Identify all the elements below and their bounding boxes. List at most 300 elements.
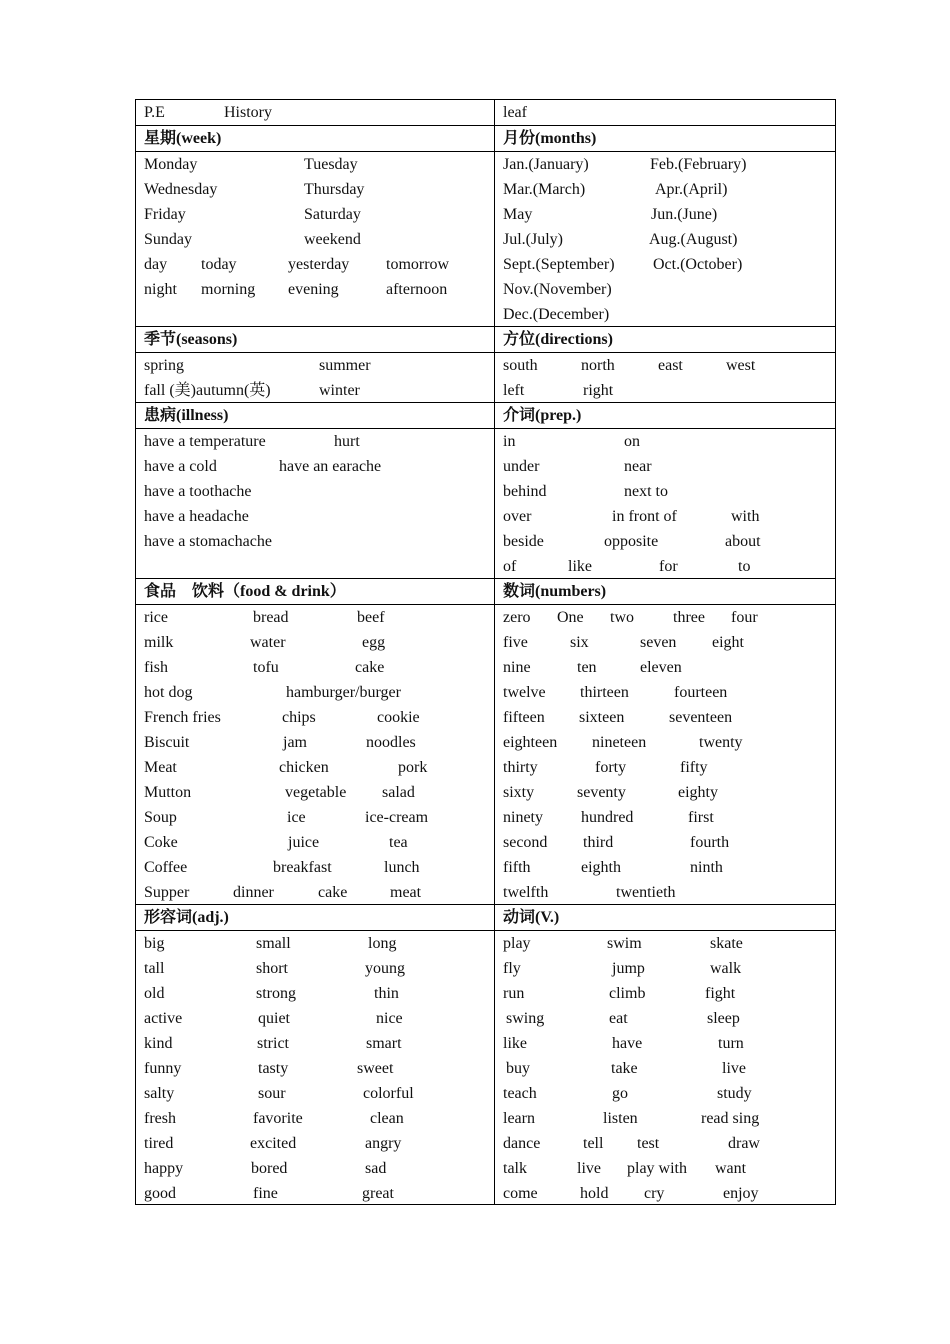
numbers-word: seven: [640, 634, 677, 651]
verb-word: fight: [705, 985, 736, 1002]
verb-word: teach: [503, 1085, 537, 1102]
adj-line: [136, 1181, 494, 1206]
illness-line: [136, 479, 494, 504]
adj-word: old: [144, 985, 165, 1002]
prep-word: over: [503, 508, 532, 525]
months-line: [495, 277, 835, 302]
adj-word: favorite: [253, 1110, 303, 1127]
verb-word: sleep: [707, 1010, 740, 1027]
prep-line: [495, 529, 835, 554]
food-word: Coffee: [144, 859, 188, 876]
week-line: [136, 302, 494, 327]
verb-word: draw: [728, 1135, 760, 1152]
seasons-line: [136, 353, 494, 378]
row-header-week-months: [136, 126, 835, 152]
directions-heading: 方位(directions): [503, 331, 613, 348]
numbers-word: sixty: [503, 784, 535, 801]
numbers-line: [495, 680, 835, 705]
food-line: [136, 780, 494, 805]
numbers-word: four: [731, 609, 758, 626]
week-word: afternoon: [386, 281, 448, 298]
illness-heading: 患病(illness): [144, 407, 229, 424]
row-header-seasons-directions: [136, 327, 835, 353]
numbers-line: [495, 805, 835, 830]
numbers-word: ten: [577, 659, 597, 676]
food-word: tea: [389, 834, 408, 851]
prep-word: opposite: [604, 533, 659, 550]
prep-word: about: [725, 533, 761, 550]
numbers-word: thirty: [503, 759, 538, 776]
illness-word: have a stomachache: [144, 533, 272, 550]
adj-word: short: [256, 960, 288, 977]
verb-line: [495, 1156, 835, 1181]
week-word: morning: [201, 281, 256, 298]
food-heading: 食品 饮料（food & drink）: [144, 583, 346, 600]
food-word: Coke: [144, 834, 178, 851]
food-word: cake: [355, 659, 385, 676]
food-word: dinner: [233, 884, 274, 901]
numbers-word: seventeen: [669, 709, 733, 726]
food-word: chicken: [279, 759, 329, 776]
cell-top-right: [495, 100, 835, 125]
food-line: [136, 730, 494, 755]
adj-word: smart: [366, 1035, 402, 1052]
verb-word: want: [715, 1160, 747, 1177]
food-word: tofu: [253, 659, 279, 676]
verb-line: [495, 956, 835, 981]
illness-word: have an earache: [279, 458, 382, 475]
numbers-word: zero: [503, 609, 531, 626]
months-word: Jan.(January): [503, 156, 589, 173]
months-line: [495, 252, 835, 277]
numbers-word: nineteen: [592, 734, 647, 751]
numbers-word: fifteen: [503, 709, 545, 726]
numbers-list: [495, 605, 835, 905]
adj-word: nice: [376, 1010, 403, 1027]
verb-word: learn: [503, 1110, 535, 1127]
adj-word: funny: [144, 1060, 182, 1077]
months-word: Nov.(November): [503, 281, 612, 298]
illness-line: [136, 504, 494, 529]
row-illness-prep: [136, 429, 835, 579]
numbers-word: third: [583, 834, 614, 851]
adj-word: tasty: [258, 1060, 289, 1077]
numbers-line: [495, 880, 835, 905]
numbers-line: [495, 630, 835, 655]
months-line: [495, 227, 835, 252]
illness-line: [136, 554, 494, 579]
seasons-word: spring: [144, 357, 184, 374]
food-line: [136, 705, 494, 730]
prep-word: of: [503, 558, 517, 575]
numbers-word: ninety: [503, 809, 543, 826]
numbers-word: thirteen: [580, 684, 629, 701]
illness-word: hurt: [334, 433, 360, 450]
verb-word: buy: [506, 1060, 530, 1077]
months-word: Apr.(April): [655, 181, 728, 198]
week-line: [136, 152, 494, 177]
seasons-word: winter: [319, 382, 360, 399]
verb-word: turn: [718, 1035, 744, 1052]
prep-line: [495, 504, 835, 529]
prep-word: with: [731, 508, 760, 525]
adj-word: fresh: [144, 1110, 176, 1127]
adj-word: strong: [256, 985, 296, 1002]
food-word: hamburger/burger: [286, 684, 401, 701]
verb-word: skate: [710, 935, 743, 952]
adj-word: clean: [370, 1110, 404, 1127]
verb-heading: 动词(V.): [503, 909, 560, 926]
food-line: [136, 805, 494, 830]
row-top: [136, 100, 835, 126]
numbers-line: [495, 655, 835, 680]
illness-word: have a cold: [144, 458, 217, 475]
food-word: Soup: [144, 809, 177, 826]
verb-word: come: [503, 1185, 538, 1202]
illness-word: have a temperature: [144, 433, 266, 450]
prep-line: [495, 554, 835, 579]
week-word: Monday: [144, 156, 198, 173]
adj-word: small: [256, 935, 291, 952]
food-word: meat: [390, 884, 422, 901]
numbers-word: twenty: [699, 734, 743, 751]
verb-line: [495, 981, 835, 1006]
numbers-heading: 数词(numbers): [503, 583, 607, 600]
adj-word: tall: [144, 960, 165, 977]
adj-word: big: [144, 935, 165, 952]
food-word: milk: [144, 634, 174, 651]
food-word: Mutton: [144, 784, 192, 801]
verb-word: test: [637, 1135, 660, 1152]
adj-word: bored: [251, 1160, 288, 1177]
adj-word: excited: [250, 1135, 297, 1152]
months-word: Mar.(March): [503, 181, 586, 198]
numbers-word: two: [610, 609, 634, 626]
verb-word: swim: [607, 935, 642, 952]
seasons-word: fall (美)autumn(英): [144, 382, 271, 399]
food-word: Meat: [144, 759, 177, 776]
adj-word: kind: [144, 1035, 173, 1052]
numbers-line: [495, 830, 835, 855]
prep-word: like: [568, 558, 592, 575]
numbers-word: six: [570, 634, 589, 651]
food-word: Biscuit: [144, 734, 190, 751]
numbers-word: twentieth: [616, 884, 676, 901]
months-word: Jun.(June): [651, 206, 718, 223]
illness-word: have a headache: [144, 508, 249, 525]
adj-line: [136, 956, 494, 981]
food-word: bread: [253, 609, 289, 626]
months-line: [495, 202, 835, 227]
directions-list: [495, 353, 835, 403]
verb-line: [495, 1006, 835, 1031]
cell-top-left: [136, 100, 494, 125]
food-word: vegetable: [285, 784, 347, 801]
food-word: lunch: [384, 859, 420, 876]
verb-word: have: [612, 1035, 643, 1052]
week-word: weekend: [304, 231, 361, 248]
prep-word: on: [624, 433, 640, 450]
verb-line: [495, 1031, 835, 1056]
food-word: chips: [282, 709, 316, 726]
numbers-word: One: [557, 609, 584, 626]
verb-line: [495, 1181, 835, 1206]
prep-heading: 介词(prep.): [503, 407, 582, 424]
row-food-numbers: [136, 605, 835, 905]
food-word: breakfast: [273, 859, 332, 876]
adj-word: thin: [374, 985, 399, 1002]
verb-word: play with: [627, 1160, 687, 1177]
numbers-word: fourteen: [674, 684, 728, 701]
numbers-word: fifth: [503, 859, 531, 876]
week-word: Wednesday: [144, 181, 218, 198]
seasons-word: summer: [319, 357, 371, 374]
week-line: [136, 202, 494, 227]
directions-word: east: [658, 357, 683, 374]
food-word: egg: [362, 634, 386, 651]
directions-word: west: [726, 357, 756, 374]
numbers-line: [495, 780, 835, 805]
food-word: pork: [398, 759, 428, 776]
numbers-word: seventy: [577, 784, 626, 801]
adj-word: sour: [258, 1085, 286, 1102]
food-line: [136, 655, 494, 680]
months-word: Jul.(July): [503, 231, 563, 248]
food-line: [136, 605, 494, 630]
numbers-word: fourth: [690, 834, 730, 851]
food-line: [136, 880, 494, 905]
verb-word: read sing: [701, 1110, 760, 1127]
food-word: ice-cream: [365, 809, 429, 826]
adj-line: [136, 1056, 494, 1081]
food-list: [136, 605, 494, 905]
numbers-word: twelfth: [503, 884, 549, 901]
verb-word: tell: [583, 1135, 604, 1152]
numbers-word: ninth: [690, 859, 723, 876]
adj-word: active: [144, 1010, 183, 1027]
adj-word: tired: [144, 1135, 174, 1152]
food-word: hot dog: [144, 684, 193, 701]
week-word: night: [144, 281, 177, 298]
months-word: Sept.(September): [503, 256, 615, 273]
adj-word: long: [368, 935, 397, 952]
illness-word: have a toothache: [144, 483, 252, 500]
months-line: [495, 177, 835, 202]
word: History: [224, 104, 272, 121]
months-word: Dec.(December): [503, 306, 610, 323]
numbers-line: [495, 605, 835, 630]
week-word: today: [201, 256, 237, 273]
verb-line: [495, 1106, 835, 1131]
prep-word: near: [624, 458, 652, 475]
prep-word: in front of: [612, 508, 677, 525]
food-word: salad: [382, 784, 415, 801]
week-heading: 星期(week): [144, 130, 222, 147]
vocabulary-table: [135, 99, 836, 1205]
numbers-line: [495, 855, 835, 880]
week-word: Saturday: [304, 206, 361, 223]
verb-word: live: [577, 1160, 601, 1177]
food-word: ice: [287, 809, 306, 826]
adj-line: [136, 1106, 494, 1131]
verb-line: [495, 931, 835, 956]
illness-line: [136, 429, 494, 454]
verb-word: walk: [710, 960, 742, 977]
food-word: beef: [357, 609, 385, 626]
row-week-months: [136, 152, 835, 327]
verb-word: enjoy: [723, 1185, 759, 1202]
directions-line: [495, 378, 835, 403]
numbers-word: fifty: [680, 759, 708, 776]
numbers-word: three: [673, 609, 705, 626]
adj-word: good: [144, 1185, 176, 1202]
numbers-word: five: [503, 634, 528, 651]
adj-word: happy: [144, 1160, 184, 1177]
row-seasons-directions: [136, 353, 835, 403]
verb-word: eat: [609, 1010, 628, 1027]
verb-word: climb: [609, 985, 646, 1002]
adj-line: [136, 931, 494, 956]
seasons-heading: 季节(seasons): [144, 331, 238, 348]
prep-line: [495, 479, 835, 504]
numbers-word: nine: [503, 659, 531, 676]
illness-line: [136, 454, 494, 479]
food-word: Supper: [144, 884, 190, 901]
prep-word: to: [738, 558, 751, 575]
adj-line: [136, 1031, 494, 1056]
food-word: fish: [144, 659, 168, 676]
week-line: [136, 252, 494, 277]
prep-line: [495, 454, 835, 479]
months-line: [495, 152, 835, 177]
months-list: [495, 152, 835, 327]
food-word: rice: [144, 609, 168, 626]
seasons-list: [136, 353, 494, 403]
week-list: [136, 152, 494, 327]
seasons-line: [136, 378, 494, 403]
prep-word: under: [503, 458, 540, 475]
food-line: [136, 855, 494, 880]
adj-word: sweet: [357, 1060, 394, 1077]
adj-line: [136, 1006, 494, 1031]
row-header-adj-verb: [136, 905, 835, 931]
adj-heading: 形容词(adj.): [144, 909, 229, 926]
food-line: [136, 755, 494, 780]
word: leaf: [503, 104, 527, 121]
directions-word: right: [583, 382, 614, 399]
verb-word: talk: [503, 1160, 527, 1177]
adj-word: fine: [253, 1185, 278, 1202]
food-word: jam: [283, 734, 307, 751]
prep-word: in: [503, 433, 516, 450]
food-word: cookie: [377, 709, 420, 726]
verb-word: take: [611, 1060, 638, 1077]
row-header-food-numbers: [136, 579, 835, 605]
adj-line: [136, 1131, 494, 1156]
numbers-word: first: [688, 809, 714, 826]
months-line: [495, 302, 835, 327]
prep-word: for: [659, 558, 678, 575]
verb-word: like: [503, 1035, 527, 1052]
verb-word: study: [717, 1085, 752, 1102]
verb-word: go: [612, 1085, 628, 1102]
food-line: [136, 680, 494, 705]
food-word: French fries: [144, 709, 221, 726]
numbers-word: hundred: [581, 809, 634, 826]
months-word: Aug.(August): [649, 231, 738, 248]
adj-line: [136, 981, 494, 1006]
verb-word: jump: [612, 960, 645, 977]
directions-word: north: [581, 357, 615, 374]
months-word: Oct.(October): [653, 256, 743, 273]
row-header-illness-prep: [136, 403, 835, 429]
numbers-word: eighth: [581, 859, 621, 876]
verb-line: [495, 1131, 835, 1156]
week-line: [136, 227, 494, 252]
numbers-line: [495, 705, 835, 730]
food-word: water: [250, 634, 286, 651]
directions-word: south: [503, 357, 538, 374]
months-word: May: [503, 206, 533, 223]
week-word: Sunday: [144, 231, 192, 248]
adj-word: great: [362, 1185, 394, 1202]
months-word: Feb.(February): [650, 156, 747, 173]
illness-list: [136, 429, 494, 579]
adj-line: [136, 1156, 494, 1181]
week-line: [136, 177, 494, 202]
week-line: [136, 277, 494, 302]
adj-word: young: [365, 960, 405, 977]
verb-word: dance: [503, 1135, 541, 1152]
verb-word: live: [722, 1060, 746, 1077]
directions-line: [495, 353, 835, 378]
week-word: Tuesday: [304, 156, 358, 173]
food-word: juice: [288, 834, 320, 851]
numbers-word: eight: [712, 634, 744, 651]
adj-word: strict: [257, 1035, 289, 1052]
prep-word: beside: [503, 533, 544, 550]
adj-list: [136, 931, 494, 1206]
adj-line: [136, 1081, 494, 1106]
week-word: evening: [288, 281, 339, 298]
numbers-line: [495, 730, 835, 755]
directions-word: left: [503, 382, 525, 399]
word: P.E: [144, 104, 165, 121]
week-word: Thursday: [304, 181, 365, 198]
months-heading: 月份(months): [503, 130, 597, 147]
food-line: [136, 630, 494, 655]
adj-word: quiet: [258, 1010, 290, 1027]
numbers-word: eighty: [678, 784, 718, 801]
verb-line: [495, 1056, 835, 1081]
numbers-word: eleven: [640, 659, 682, 676]
verb-line: [495, 1081, 835, 1106]
numbers-word: eighteen: [503, 734, 558, 751]
numbers-word: twelve: [503, 684, 546, 701]
verb-word: play: [503, 935, 531, 952]
verb-word: hold: [580, 1185, 609, 1202]
verb-word: swing: [506, 1010, 545, 1027]
week-word: Friday: [144, 206, 186, 223]
numbers-word: sixteen: [579, 709, 625, 726]
week-word: day: [144, 256, 168, 273]
adj-word: salty: [144, 1085, 175, 1102]
numbers-word: forty: [595, 759, 627, 776]
numbers-word: second: [503, 834, 548, 851]
numbers-line: [495, 755, 835, 780]
prep-list: [495, 429, 835, 579]
week-word: tomorrow: [386, 256, 450, 273]
